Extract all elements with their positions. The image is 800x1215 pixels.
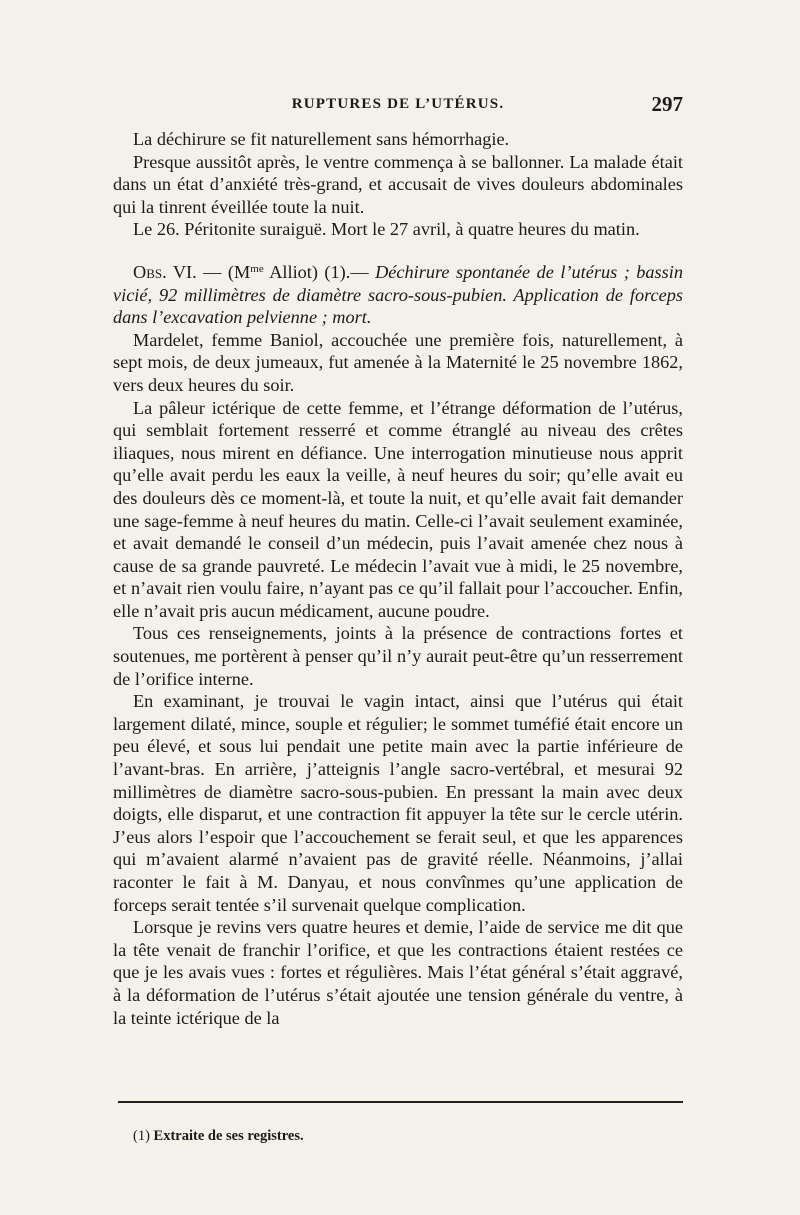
running-title: RUPTURES DE L’UTÉRUS. [291, 96, 505, 112]
paragraph: La pâleur ictérique de cette femme, et l’étrange déformation de l’utérus, qui semblait fortement resserré et comme étranglé au niveau des crêtes iliaques, nous mirent en défiance. Une interrogation minutieuse nous apprit qu’elle avait perdu les eaux la veille, à neuf heures du soir; qu’elle avait eu des douleurs dès ce moment-là, et toute la nuit, et qu’elle avait fait demander une sage-femme à neuf heures du matin. Celle-ci l’avait seulement examinée, et avait demandé le conseil d’un médecin, puis l’avait amenée chez nous à cause de sa grande pauvreté. Le médecin l’avait vue à midi, le 25 novembre, et n’avait rien voulu faire, n’ayant pas ce qu’il fallait pour l’accoucher. Enfin, elle n’avait pris aucun médicament, aucune poudre. [113, 397, 683, 621]
paragraph: En examinant, je trouvai le vagin intact, ainsi que l’utérus qui était largement dilaté, mince, souple et régulier; le sommet tuméfié était encore un peu élevé, et sous lui pendait une petite main avec la partie inférieure de l’avant-bras. En arrière, j’atteignis l’angle sacro-vertébral, et mesurai 92 millimètres de diamètre sacro-sous-pubien. En pressant la main avec deux doigts, elle disparut, et une contraction fit appuyer la tête sur le cercle utérin. J’eus alors l’espoir que l’accouchement se ferait seul, et que les apparences qui m’avaient alarmé n’avaient pas de gravité réelle. Néanmoins, j’allai raconter le fait à M. Danyau, et nous convînmes qu’une application de forceps serait tentée s’il survenait quelque complication. [113, 691, 683, 915]
paragraph: Le 26. Péritonite suraiguë. Mort le 27 avril, à quatre heures du matin. [133, 219, 640, 240]
patient-name-rest: Alliot) (1).— [263, 261, 376, 282]
paragraph: Lorsque je revins vers quatre heures et demie, l’aide de service me dit que la tête venait de franchir l’orifice, et que les contractions étaient restées ce que je les avais vues : fortes et régulières. Mais l’état général s’était aggravé, à la déformation de l’utérus s’était ajoutée une tension générale du ventre, à la teinte ictérique de la [113, 917, 683, 1028]
page-header [113, 92, 683, 122]
section-spacer [113, 241, 683, 261]
observation-label: Obs. VI. [133, 261, 197, 282]
patient-name-prefix: M [234, 261, 251, 282]
paragraph: Mardelet, femme Baniol, accouchée une première fois, naturellement, à sept mois, de deux jumeaux, fut amenée à la Maternité le 25 novembre 1862, vers deux heures du soir. [113, 329, 683, 395]
observation-title: Déchirure spontanée de l’utérus ; bassin vicié, 92 millimètres de diamètre sacro-sous-pubien. Application de forceps dans l’excavation pelvienne ; mort. [113, 261, 683, 328]
observation-dash: — ( [196, 261, 235, 282]
footnote [133, 1128, 304, 1145]
page-number: 297 [651, 92, 683, 116]
footnote-divider [118, 1101, 683, 1103]
footnote-marker: (1) [133, 1128, 150, 1144]
paragraph: Presque aussitôt après, le ventre commença à se ballonner. La malade était dans un état d’anxiété très-grand, et accusait de vives douleurs abdominales qui la tinrent éveillée toute la nuit. [113, 151, 683, 217]
patient-name-superscript: me [250, 262, 264, 275]
paragraph: La déchirure se fit naturellement sans hémorrhagie. [133, 129, 510, 149]
observation-heading [113, 261, 683, 329]
paragraph: Tous ces renseignements, joints à la présence de contractions fortes et soutenues, me portèrent à penser qu’il n’y aurait peut-être qu’un resserrement de l’orifice interne. [113, 623, 683, 689]
footnote-text: Extraite de ses registres. [153, 1128, 304, 1144]
body-text [113, 128, 683, 1029]
